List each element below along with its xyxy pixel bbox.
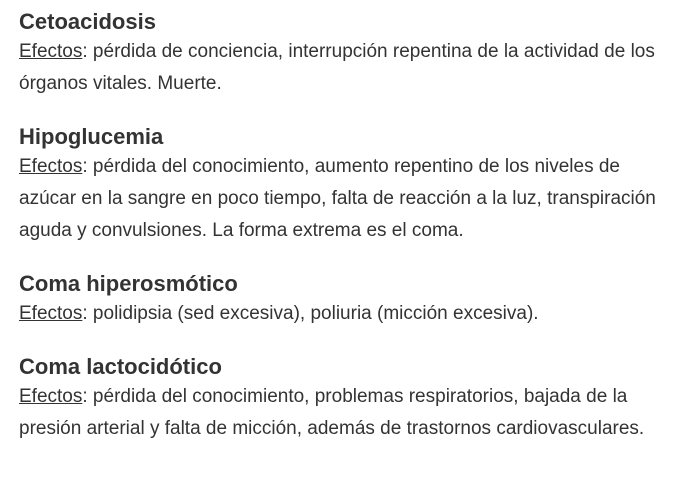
- section-heading: Coma lactocidótico: [19, 354, 222, 379]
- section-heading: Coma hiperosmótico: [19, 271, 238, 296]
- effects-label: Efectos: [19, 303, 83, 324]
- effects-label: Efectos: [19, 386, 83, 407]
- section-description: [19, 151, 676, 247]
- label-separator: :: [82, 156, 88, 177]
- section-description: [19, 36, 676, 100]
- section-description: [19, 298, 676, 330]
- label-separator: :: [82, 386, 88, 407]
- effects-text: pérdida del conocimiento, aumento repentino de los niveles de azúcar en la sangre en poco tiempo, falta de reacción a la luz, transpiración aguda y convulsiones. La forma extrema es el coma.: [19, 156, 656, 241]
- section-heading: Hipoglucemia: [19, 124, 164, 149]
- section-cetoacidosis: [19, 8, 676, 100]
- section-coma-hiperosmotico: [19, 270, 676, 330]
- effects-text: pérdida de conciencia, interrupción repentina de la actividad de los órganos vitales. Muerte.: [19, 41, 655, 94]
- effects-label: Efectos: [19, 41, 83, 62]
- effects-text: pérdida del conocimiento, problemas respiratorios, bajada de la presión arterial y falta de micción, además de trastornos cardiovasculares.: [19, 386, 645, 439]
- effects-text: polidipsia (sed excesiva), poliuria (micción excesiva).: [87, 303, 539, 324]
- section-heading: Cetoacidosis: [19, 9, 156, 34]
- label-separator: :: [82, 41, 88, 62]
- section-description: [19, 381, 676, 445]
- effects-label: Efectos: [19, 156, 83, 177]
- label-separator: :: [82, 303, 88, 324]
- section-hipoglucemia: [19, 123, 676, 247]
- section-coma-lactocidotico: [19, 353, 676, 445]
